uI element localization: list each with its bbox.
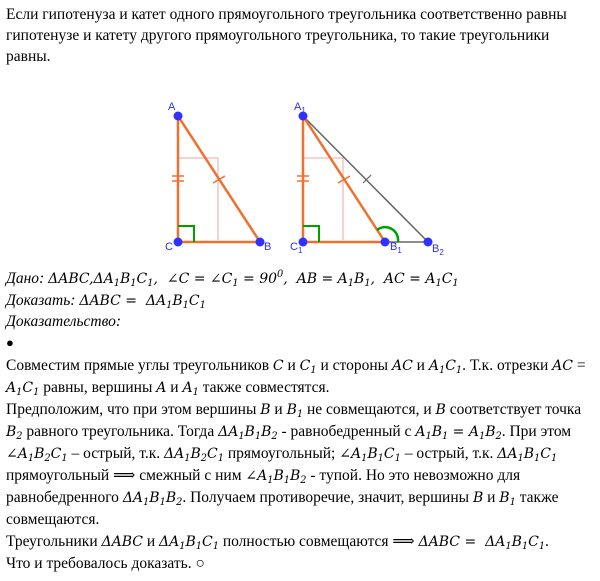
side-a1b2 xyxy=(303,116,428,242)
label-b2: $B_2$ xyxy=(432,243,444,257)
proof-body: Совместим прямые углы треугольников C и $C_1$ и стороны AC и $A_1C_1$. Т.к. отрезки AC = $A_1C_1$ равны, вершины A и $A_1$ также совместятся. Предположим, что при этом вершины B и $B_1$ не совмещаются, и B соответствует точка $B_2$ равного треугольника. Тогда $\Delta A_1B_1B_2$ - равнобедренный с $A_1B_1 = A_1B_2$. При этом $\angle A_1B_2C_1$ – острый, т.к. $\Delta A_1B_2C_1$ прямоугольный; $\angle A_1B_1C_1$ – острый, т.к. $\Delta A_1B_1C_1$ прямоугольный ⟹ смежный с ним $\angle A_1B_1B_2$ - тупой. Но это невозможно для равнобедренного $\Delta A_1B_1B_2$. Получаем противоречие, значит, вершины B и $B_1$ также совмещаются. Треугольники ΔABC и $\Delta A_1B_1C_1$ полностью совмещаются ⟹ $\Delta ABC = \Delta A_1B_1C_1$. Что и требовалось доказать. ○ xyxy=(6,357,586,572)
vertex-b1 xyxy=(381,238,390,247)
label-b1: $B_1$ xyxy=(390,241,402,255)
label-c1: $C_1$ xyxy=(290,241,303,255)
bullet: ● xyxy=(6,335,14,350)
triangle-figure xyxy=(0,0,600,270)
label-a1: $A_1$ xyxy=(294,101,306,115)
label-c-left: C xyxy=(165,241,173,253)
label-a-left: A xyxy=(168,101,176,113)
theorem-text: Если гипотенуза и катет одного прямоугольного треугольника соответственно равны гипотенузе и катету другого прямоугольного треугольника, то такие треугольники равны. xyxy=(6,6,567,65)
vertex-c-left xyxy=(174,238,183,247)
given-line: Дано: $\Delta ABC,\Delta A_1B_1C_1$, ∠C = $\angle C_1 = 90^0$, AB = $A_1B_1$, AC = $A_1C_1$ xyxy=(6,269,459,289)
prove-line: Доказать: $\Delta ABC = \Delta A_1B_1C_1$ xyxy=(6,292,206,311)
label-b-left: B xyxy=(264,241,272,253)
right-triangle xyxy=(290,101,444,257)
proof-heading: Доказательство: xyxy=(6,313,122,330)
left-triangle xyxy=(165,101,271,253)
end-mark: ○ xyxy=(195,555,205,572)
